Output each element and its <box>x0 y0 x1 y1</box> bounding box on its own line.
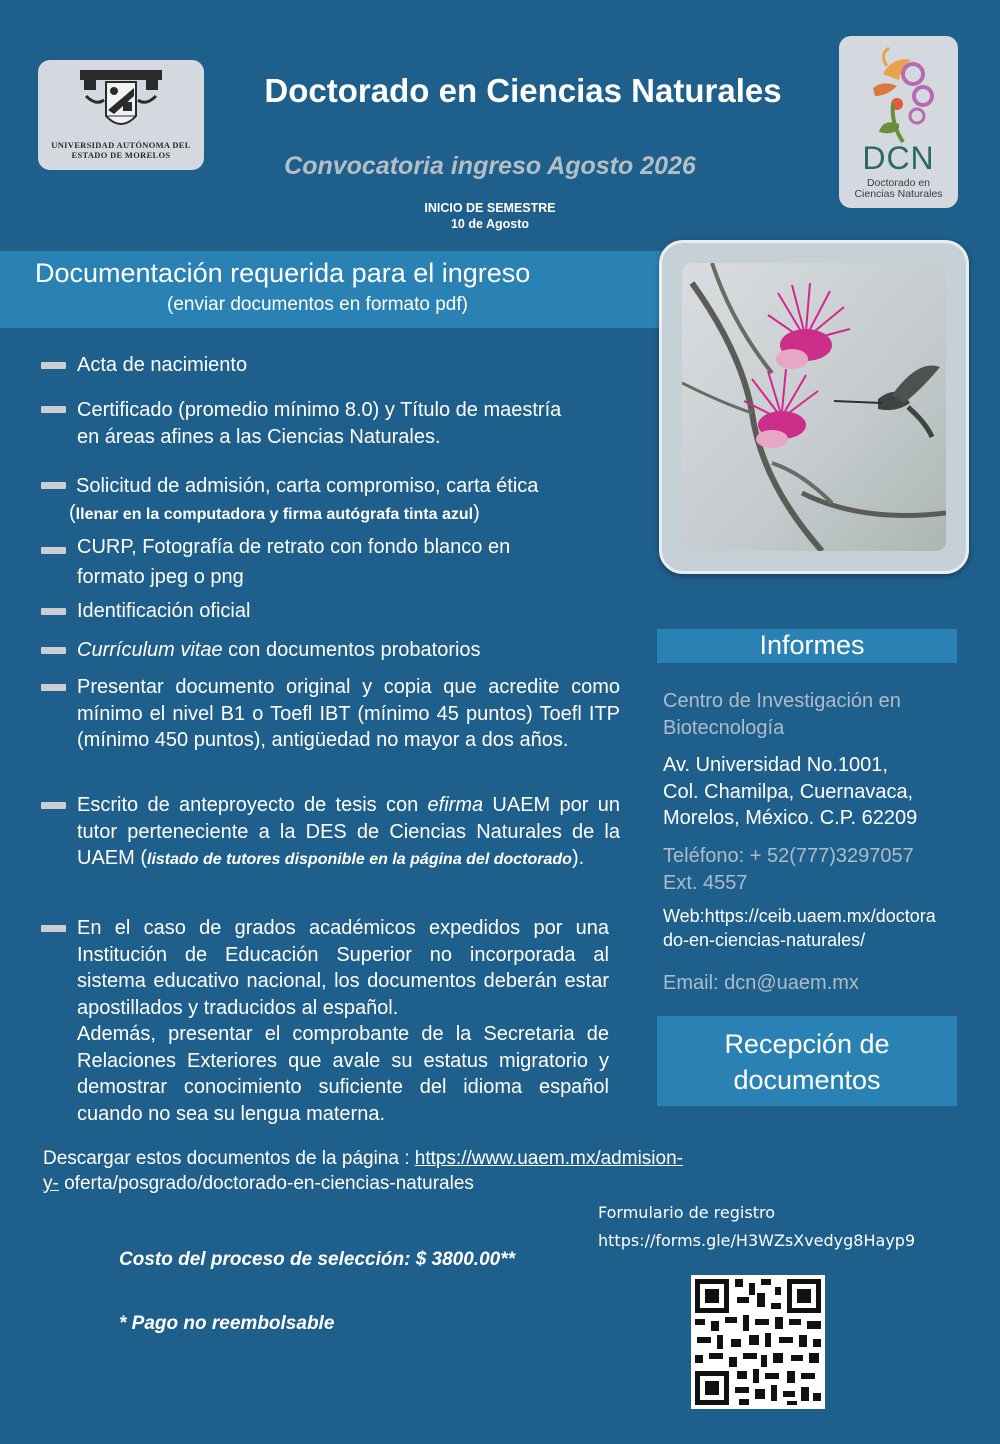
requirement-certificado-line2: en áreas afines a las Ciencias Naturales. <box>77 425 441 448</box>
uaem-logo <box>38 60 204 170</box>
hummingbird-flower-photo <box>682 263 946 551</box>
download-link-rest[interactable]: oferta/posgrado/doctorado-en-ciencias-naturales <box>58 1173 474 1194</box>
requirement-idioma: Presentar documento original y copia que acredite como mínimo el nivel B1 o Toefl IBT (mínimo 45 puntos) Toefl ITP (mínimo 450 puntos), antigüedad no mayor a dos años. <box>77 676 620 751</box>
contact-web-line1[interactable]: Web:https://ceib.uaem.mx/doctora <box>663 906 936 926</box>
semester-label: INICIO DE SEMESTRE <box>424 201 556 215</box>
selection-cost: Costo del proceso de selección: $ 3800.00** <box>119 1249 516 1270</box>
bullet-marker <box>41 925 66 932</box>
requirement-extranjero-p2: Además, presentar el comprobante de la Secretaria de Relaciones Exteriores que avale su estatus migratorio y demostrar conocimiento suficiente del idioma español cuando no sea su lengua materna. <box>77 1023 609 1125</box>
bullet-marker <box>41 406 66 413</box>
download-prefix: Descargar estos documentos de la página : <box>43 1148 415 1169</box>
bullet-marker <box>41 647 66 654</box>
requirement-curp <box>77 532 510 592</box>
requirement-certificado <box>77 397 561 450</box>
informes-title: Informes <box>759 630 865 660</box>
contact-centro <box>663 688 901 741</box>
requirement-identificacion: Identificación oficial <box>77 600 251 622</box>
escrito-text-c: ). <box>571 847 585 869</box>
contact-web-line2[interactable]: do-en-ciencias-naturales/ <box>663 930 866 950</box>
requirement-solicitud <box>69 473 539 528</box>
uaem-crest-icon <box>78 66 164 142</box>
contact-phone <box>663 843 914 896</box>
requirement-certificado-line1: Certificado (promedio mínimo 8.0) y Título de maestría <box>77 399 562 421</box>
requirement-solicitud-line2 <box>69 500 538 529</box>
documentation-title: Documentación requerida para el ingreso <box>35 258 531 288</box>
contact-web[interactable] <box>663 904 936 952</box>
page-title: Doctorado en Ciencias Naturales <box>264 72 782 109</box>
requirement-curp-line2: formato jpeg o png <box>77 566 244 588</box>
requirement-solicitud-line1: Solicitud de admisión, carta compromiso, carta ética <box>76 475 539 497</box>
contact-address-line3: Morelos, México. C.P. 62209 <box>663 807 918 829</box>
dcn-logo-line1: Doctorado en <box>866 177 931 189</box>
contact-address-line1: Av. Universidad No.1001, <box>663 754 888 776</box>
escrito-efirma: efirma <box>427 794 484 816</box>
dcn-logo-line2: Ciencias Naturales <box>854 188 943 200</box>
dcn-logo <box>839 36 958 208</box>
non-refundable-note: * Pago no reembolsable <box>119 1313 335 1334</box>
download-link-part2[interactable]: y- <box>43 1173 59 1194</box>
bullet-marker <box>41 684 66 691</box>
dcn-logo-subtitle <box>839 178 958 200</box>
solicitud-paren-open: ( <box>69 501 76 524</box>
form-label: Formulario de registro <box>598 1203 775 1222</box>
registration-form-info <box>598 1199 915 1255</box>
bullet-marker <box>41 608 66 615</box>
form-url[interactable]: https://forms.gle/H3WZsXvedyg8Hayp9 <box>598 1231 916 1250</box>
requirement-extranjero-p1: En el caso de grados académicos expedidos por una Institución de Educación Superior no incorporada al sistema educativo nacional, los documentos deberán estar apostillados y traducidos al español. <box>77 917 609 1019</box>
requirement-extranjero <box>77 915 609 1127</box>
escrito-text-b: UAEM por un tutor perteneciente a la DES de Ciencias Naturales de la UAEM ( <box>77 794 620 869</box>
uaem-logo-text: UNIVERSIDAD AUTÓNOMA DEL ESTADO DE MORELOS <box>51 140 191 160</box>
contact-address-line2: Col. Chamilpa, Cuernavaca, <box>663 780 914 803</box>
semester-date: 10 de Agosto <box>450 217 530 231</box>
requirement-curp-line1: CURP, Fotografía de retrato con fondo blanco en <box>77 536 511 558</box>
requirement-escrito <box>77 792 620 874</box>
convocatoria-subtitle: Convocatoria ingreso Agosto 2026 <box>284 152 696 180</box>
recepcion-title <box>657 1026 957 1098</box>
recepcion-line1: Recepción de <box>724 1029 890 1059</box>
escrito-text-a: Escrito de anteproyecto de tesis con <box>77 794 428 816</box>
escrito-note: listado de tutores disponible en la página del doctorado <box>147 851 572 868</box>
cv-rest-text: con documentos probatorios <box>222 639 481 661</box>
bullet-marker <box>41 547 66 554</box>
bullet-marker <box>41 482 66 489</box>
contact-centro-line1: Centro de Investigación en <box>663 690 901 712</box>
qr-code-icon <box>691 1275 825 1409</box>
bullet-marker <box>41 802 66 809</box>
hummingbird-photo-frame <box>659 240 969 574</box>
solicitud-paren-close: ) <box>473 501 480 524</box>
qr-code[interactable] <box>691 1275 825 1409</box>
requirement-acta: Acta de nacimiento <box>77 354 248 376</box>
contact-email[interactable]: Email: dcn@uaem.mx <box>663 972 859 994</box>
dcn-acronym: DCN <box>862 140 935 176</box>
contact-phone-line2: Ext. 4557 <box>663 871 748 894</box>
contact-phone-line1: Teléfono: + 52(777)3297057 <box>663 845 914 867</box>
contact-address <box>663 752 917 832</box>
recepcion-line2: documentos <box>733 1065 881 1095</box>
semester-info <box>380 200 600 232</box>
contact-centro-line2: Biotecnología <box>663 716 785 739</box>
documentation-subtitle: (enviar documentos en formato pdf) <box>167 294 468 315</box>
download-link-part1[interactable]: https://www.uaem.mx/admision- <box>414 1148 683 1169</box>
cv-italic-text: Currículum vitae <box>77 639 223 661</box>
download-documents-text <box>43 1146 743 1196</box>
bullet-marker <box>41 362 66 369</box>
dcn-flower-icon <box>853 44 945 144</box>
solicitud-note: llenar en la computadora y firma autógrafa tinta azul <box>75 505 474 523</box>
requirement-cv <box>77 637 481 664</box>
